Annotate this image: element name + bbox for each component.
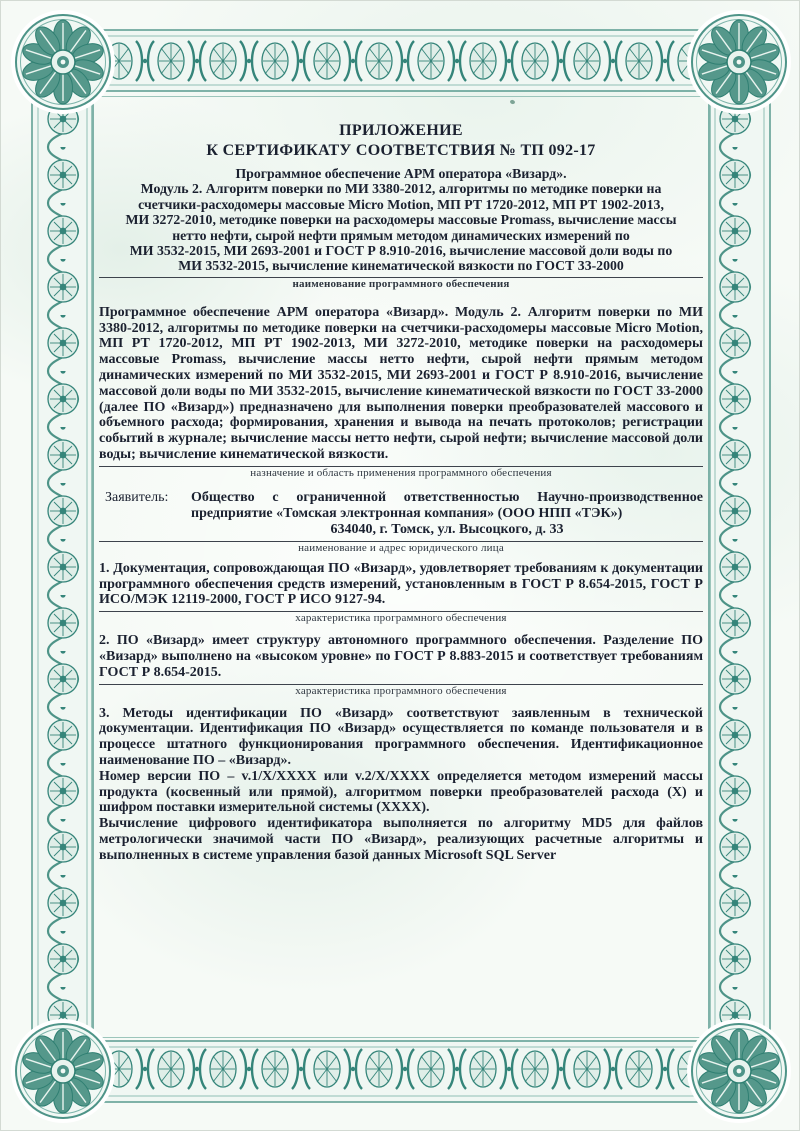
applicant-caption: наименование и адрес юридического лица	[298, 541, 504, 554]
section-3-paragraph-1: 3. Методы идентификации ПО «Визард» соответствуют заявленным в технической документации. Идентификация ПО «Визард» осуществляется по команде пользователя и в процессе штатного функционирования программного обеспечения. Идентификационное наименование ПО – «Визард».	[99, 705, 703, 768]
section-3-paragraph-3: Вычисление цифрового идентификатора выполняется по алгоритму MD5 для файлов метрологически значимой части ПО «Визард», реализующих расчетные алгоритмы и выполненных в системе управления базой данных Microsoft SQL Server	[99, 816, 703, 863]
purpose-paragraph: Программное обеспечение АРМ оператора «Визард». Модуль 2. Алгоритм поверки по МИ 3380-2012, алгоритмы по методике поверки на счетчики-расходомеры массовые Micro Motion, МП РТ 1720-2012, МП РТ 1902-2013, МИ 3272-2010, методике поверки на расходомеры массовые Promass, вычисление массы нетто нефти, сырой нефти прямым методом динамических измерений по МИ 3532-2015, МИ 2693-2001 и ГОСТ Р 8.910-2016, вычисление массовой доли воды по МИ 3532-2015, вычисление кинематической вязкости по ГОСТ 33-2000 (далее ПО «Визард») предназначено для выполнения поверки преобразователей массового и объемного расхода; формирования, хранения и вывода на печать протоколов; регистрации событий в журнале; вычисление массы нетто нефти, сырой нефти; вычисление массовой доли воды; вычисление кинематической вязкости.	[99, 304, 703, 463]
section-2-text: 2. ПО «Визард» имеет структуру автономного программного обеспечения. Разделение ПО «Визард» выполнено на «высоком уровне» по ГОСТ Р 8.883-2015 и соответствует требованиям ГОСТ Р 8.654-2015.	[99, 633, 703, 680]
applicant-name-line: Общество с ограниченной ответственностью Научно-производственное	[191, 489, 703, 505]
program-name-line: Программное обеспечение АРМ оператора «Визард».	[235, 166, 567, 181]
section-1	[99, 561, 703, 625]
section-2-caption: характеристика программного обеспечения	[295, 684, 507, 697]
program-name-caption: наименование программного обеспечения	[292, 277, 510, 290]
applicant-row	[99, 490, 703, 538]
section-3	[99, 706, 703, 864]
section-2	[99, 633, 703, 697]
purpose-block	[99, 305, 703, 480]
program-name-line: МИ 3272-2010, методике поверки на расходомеры массовые Promass, вычисление массы	[125, 212, 677, 228]
document-content	[99, 121, 703, 864]
applicant-address-line: 634040, г. Томск, ул. Высоцкого, д. 33	[330, 521, 564, 537]
applicant-block	[99, 490, 703, 555]
purpose-caption: назначение и область применения программного обеспечения	[250, 466, 552, 479]
document-title	[99, 121, 703, 161]
title-line-2: К СЕРТИФИКАТУ СООТВЕТСТВИЯ № ТП 092-17	[206, 142, 596, 159]
section-1-caption: характеристика программного обеспечения	[295, 612, 507, 625]
program-name-line: Модуль 2. Алгоритм поверки по МИ 3380-2012, алгоритмы по методике поверки на	[140, 181, 662, 197]
program-name-line: нетто нефти, сырой нефти прямым методом динамических измерений по	[172, 227, 630, 243]
section-3-paragraph-2: Номер версии ПО – v.1/X/XXXX или v.2/X/XXXX определяется методом измерений массы продукта (косвенный или прямой), алгоритмом поверки преобразователей расхода (X) и шифром поставки измерительной системы (XXXX).	[99, 768, 703, 816]
section-1-text: 1. Документация, сопровождающая ПО «Визард», удовлетворяет требованиям к документации программного обеспечения средств измерений, установленным в ГОСТ Р 8.654-2015, ГОСТ Р ИСО/МЭК 12119-2000, ГОСТ Р ИСО 9127-94.	[99, 560, 703, 608]
program-name-line: МИ 3532-2015, МИ 2693-2001 и ГОСТ Р 8.910-2016, вычисление массовой доли воды по	[129, 243, 673, 259]
program-name-line: МИ 3532-2015, вычисление кинематической вязкости по ГОСТ 33-2000	[178, 258, 624, 274]
program-name-line: счетчики-расходомеры массовые Micro Motion, МП РТ 1720-2012, МП РТ 1902-2013,	[138, 196, 664, 212]
applicant-name-line: предприятие «Томская электронная компания» (ООО НПП «ТЭК»)	[191, 505, 623, 521]
title-line-1: ПРИЛОЖЕНИЕ	[339, 122, 463, 139]
applicant-label: Заявитель:	[105, 489, 169, 505]
applicant-body	[191, 490, 703, 538]
program-name-block	[99, 166, 703, 291]
